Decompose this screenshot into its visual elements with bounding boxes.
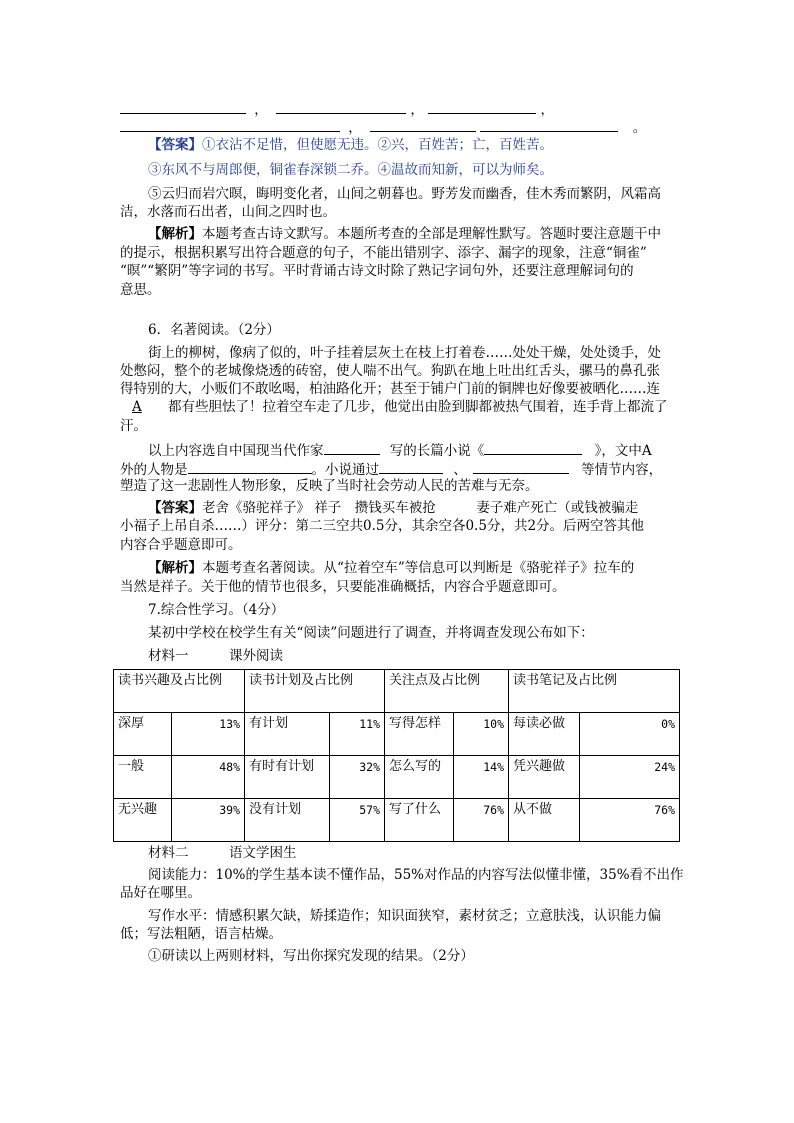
- table-row: [114, 799, 680, 842]
- q5-blank-row-1: ， ， ，: [120, 99, 554, 120]
- q6-analysis-line-2: 当然是祥子。关于他的情节也很多，只要能准确概括，内容合乎题意即可。: [120, 579, 566, 595]
- q7-title: 7.综合性学习。（4分）: [148, 602, 285, 618]
- q6-question-line-1: 以上内容选自中国现当代作家 写的长篇小说《 》，文中A: [148, 440, 652, 461]
- q6-answer-line-1: 【答案】老舍《骆驼祥子》 祥子 攒钱买车被抢 妻子难产死亡（或钱被骗走: [148, 500, 639, 516]
- q6-passage-line-5: 汗。: [120, 418, 147, 434]
- q6-answer-line-2: 小福子上吊自杀……）评分：第二三空共0.5分，其余空各0.5分，共2分。后两空答其他: [120, 518, 645, 534]
- q6-analysis-line-1: 【解析】本题考查名著阅读。从“拉着空车”等信息可以判断是《骆驼祥子》拉车的: [148, 560, 635, 576]
- table-header-row: [114, 670, 680, 713]
- q5-analysis-line-2: 的提示，根据积累写出符合题意的句子，不能出错别字、添字、漏字的现象，注意“铜雀”: [120, 245, 647, 261]
- answer-blank[interactable]: [484, 440, 582, 455]
- reading-ability-line-1: 阅读能力：10%的学生基本读不懂作品，55%对作品的内容写法似懂非懂，35%看不出作: [148, 867, 684, 883]
- table-cell: 39%: [172, 799, 245, 842]
- header-focus: 关注点及占比例: [385, 670, 509, 713]
- header-interest: 读书兴趣及占比例: [114, 670, 245, 713]
- q5-answer-line-1: 【答案】①衣沾不足惜，但使愿无违。②兴，百姓苦；亡，百姓苦。: [148, 137, 553, 153]
- table-cell: 11%: [330, 713, 385, 756]
- q7-intro: 某初中学校在校学生有关“阅读”问题进行了调查，并将调查发现公布如下：: [148, 625, 594, 641]
- table-cell: 写了什么: [385, 799, 454, 842]
- table-cell: 57%: [330, 799, 385, 842]
- table-cell: 0%: [580, 713, 680, 756]
- table-cell: 有时有计划: [245, 756, 330, 799]
- writing-level-line-2: 低；写法粗陋，语言枯燥。: [120, 926, 282, 942]
- q5-analysis-line-1: 【解析】本题考查古诗文默写。本题所考查的全部是理解性默写。答题时要注意题干中: [148, 226, 661, 242]
- q5-analysis-line-4: 意思。: [120, 282, 161, 298]
- table-cell: 76%: [454, 799, 509, 842]
- answer-blank[interactable]: [120, 99, 246, 114]
- table-cell: 一般: [114, 756, 172, 799]
- table-cell: 32%: [330, 756, 385, 799]
- table-cell: 48%: [172, 756, 245, 799]
- material-two-label: 材料二 语文学困生: [148, 845, 297, 861]
- q5-answer-line-2: ③东风不与周郎便，铜雀春深锁二乔。④温故而知新，可以为师矣。: [148, 162, 553, 178]
- answer-blank[interactable]: [120, 117, 340, 132]
- survey-table: [113, 669, 680, 842]
- reading-ability-line-2: 品好在哪里。: [120, 885, 201, 901]
- table-cell: 从不做: [509, 799, 580, 842]
- q6-question-line-3: 塑造了这一悲剧性人物形象，反映了当时社会劳动人民的苦难与无奈。: [120, 478, 539, 494]
- table-cell: 深厚: [114, 713, 172, 756]
- q6-answer-line-3: 内容合乎题意即可。: [120, 537, 242, 553]
- table-cell: 76%: [580, 799, 680, 842]
- q7-subquestion-1: ①研读以上两则材料，写出你探究发现的结果。（2分）: [148, 948, 474, 964]
- table-cell: 24%: [580, 756, 680, 799]
- table-cell: 每读必做: [509, 713, 580, 756]
- q5-blank-row-2: ， 。: [120, 117, 646, 138]
- writing-level-line-1: 写作水平：情感积累欠缺，矫揉造作；知识面狭窄，素材贫乏；立意肤浅，认识能力偏: [148, 908, 661, 924]
- header-notes: 读书笔记及占比例: [509, 670, 680, 713]
- q6-passage-line-3: 得特别的大，小贩们不敢吆喝，柏油路化开；甚至于铺户门前的铜牌也好像要被晒化……连: [120, 381, 660, 397]
- table-cell: 怎么写的: [385, 756, 454, 799]
- answer-blank[interactable]: [379, 459, 443, 474]
- answer-blank[interactable]: [473, 459, 569, 474]
- answer-blank[interactable]: [324, 440, 380, 455]
- analysis-tag: 【解析】: [148, 226, 202, 242]
- blank-a: A: [132, 399, 142, 415]
- table-cell: 13%: [172, 713, 245, 756]
- table-row: [114, 713, 680, 756]
- answer-tag: 【答案】: [148, 500, 202, 516]
- q6-passage-line-1: 街上的柳树，像病了似的，叶子挂着层灰土在枝上打着卷……处处干燥，处处烫手，处: [148, 345, 661, 361]
- q5-answer-line-4: 洁，水落而石出者，山间之四时也。: [120, 204, 336, 220]
- q5-answer-line-3: ⑤云归而岩穴暝，晦明变化者，山间之朝暮也。野芳发而幽香，佳木秀而繁阴，风霜高: [148, 186, 661, 202]
- answer-blank[interactable]: [370, 117, 476, 132]
- table-cell: 有计划: [245, 713, 330, 756]
- material-one-label: 材料一 课外阅读: [148, 648, 283, 664]
- table-cell: 凭兴趣做: [509, 756, 580, 799]
- answer-blank[interactable]: [428, 99, 536, 114]
- answer-blank[interactable]: [188, 459, 312, 474]
- table-cell: 写得怎样: [385, 713, 454, 756]
- table-cell: 14%: [454, 756, 509, 799]
- q6-title: 6．名著阅读。（2分）: [148, 322, 280, 338]
- table-cell: 10%: [454, 713, 509, 756]
- header-plan: 读书计划及占比例: [245, 670, 385, 713]
- table-cell: 无兴趣: [114, 799, 172, 842]
- table-cell: 没有计划: [245, 799, 330, 842]
- q6-question-line-2: 外的人物是 。小说通过 、 等情节内容，: [120, 459, 662, 480]
- q6-passage-line-4: A 都有些胆怯了！拉着空车走了几步，他觉出由脸到脚都被热气围着，连手背上都流了: [120, 398, 668, 417]
- answer-blank[interactable]: [480, 117, 618, 132]
- analysis-tag: 【解析】: [148, 560, 202, 576]
- answer-blank[interactable]: [276, 99, 406, 114]
- q5-analysis-line-3: “暝”“繁阴”等字词的书写。平时背诵古诗文时除了熟记字词句外，还要注意理解词句的: [120, 263, 634, 279]
- table-row: [114, 756, 680, 799]
- q6-passage-line-2: 处憋闷，整个的老城像烧透的砖窑，使人喘不出气。狗趴在地上吐出红舌头，骡马的鼻孔张: [120, 363, 660, 379]
- answer-tag: 【答案】: [148, 137, 202, 153]
